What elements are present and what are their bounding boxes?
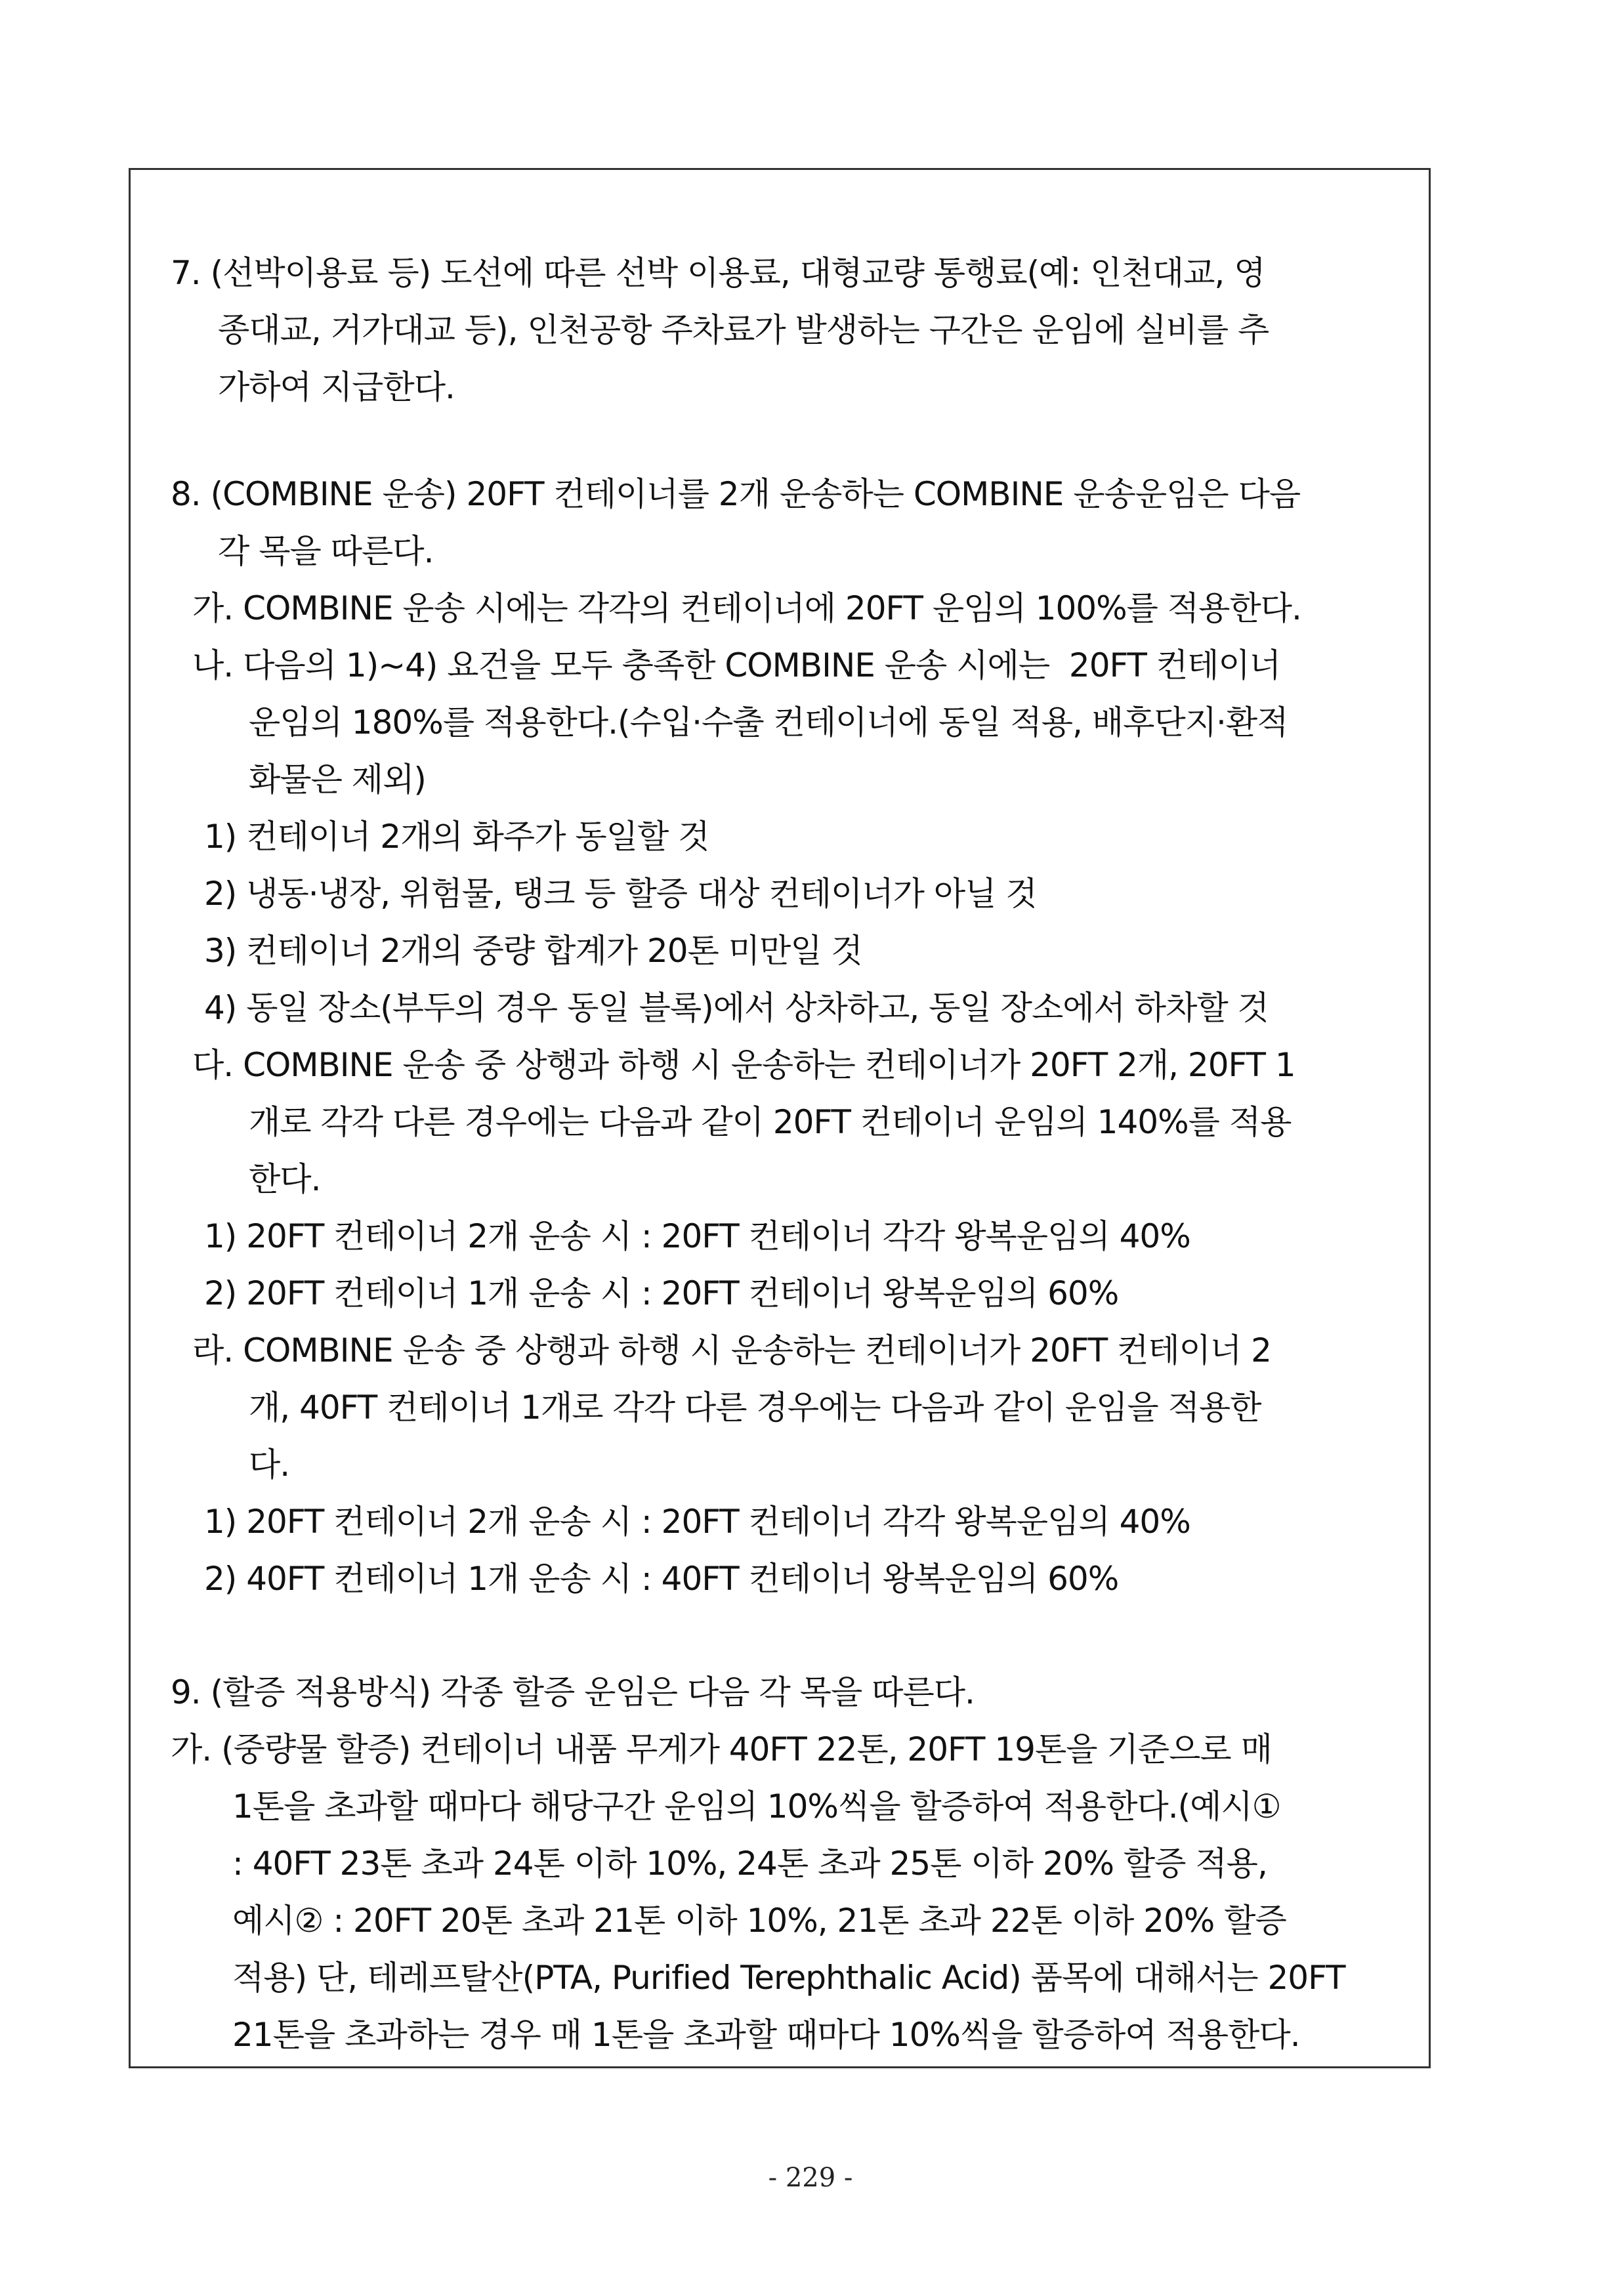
- item-8-da-line-3: 한다.: [249, 1160, 321, 1198]
- item-9-line-1: 9. (할증 적용방식) 각종 할증 운임은 다음 각 목을 따른다.: [171, 1673, 975, 1711]
- item-7-line-2: 종대교, 거가대교 등), 인천공항 주차료가 발생하는 구간은 운임에 실비를 추: [218, 311, 1269, 349]
- item-8-da-sub-1: 1) 20FT 컨테이너 2개 운송 시 : 20FT 컨테이너 각각 왕복운임의 40%: [204, 1217, 1190, 1255]
- item-7-line-3: 가하여 지급한다.: [218, 368, 455, 406]
- item-9-ga-line-6: 21톤을 초과하는 경우 매 1톤을 초과할 때마다 10%씩을 할증하여 적용한다.: [232, 2016, 1300, 2054]
- item-8-na-line-3: 화물은 제외): [249, 761, 426, 799]
- item-8-na-sub-2: 2) 냉동·냉장, 위험물, 탱크 등 할증 대상 컨테이너가 아닐 것: [204, 875, 1037, 913]
- item-8-line-1: 8. (COMBINE 운송) 20FT 컨테이너를 2개 운송하는 COMBINE 운송운임은 다음: [171, 475, 1301, 513]
- item-8-na-line-2: 운임의 180%를 적용한다.(수입·수출 컨테이너에 동일 적용, 배후단지·환적: [249, 703, 1288, 741]
- item-8-da-sub-2: 2) 20FT 컨테이너 1개 운송 시 : 20FT 컨테이너 왕복운임의 60%: [204, 1274, 1119, 1312]
- item-8-line-2: 각 목을 따른다.: [218, 532, 434, 570]
- item-9-ga-line-2: 1톤을 초과할 때마다 해당구간 운임의 10%씩을 할증하여 적용한다.(예시①: [232, 1787, 1281, 1826]
- item-8-ra-sub-2: 2) 40FT 컨테이너 1개 운송 시 : 40FT 컨테이너 왕복운임의 60%: [204, 1560, 1119, 1598]
- item-8-ga: 가. COMBINE 운송 시에는 각각의 컨테이너에 20FT 운임의 100%를 적용한다.: [192, 589, 1301, 627]
- item-9-ga-line-1: 가. (중량물 할증) 컨테이너 내품 무게가 40FT 22톤, 20FT 19톤을 기준으로 매: [171, 1730, 1272, 1768]
- page-number: - 229 -: [768, 2163, 853, 2193]
- item-8-ra-sub-1: 1) 20FT 컨테이너 2개 운송 시 : 20FT 컨테이너 각각 왕복운임의 40%: [204, 1503, 1190, 1541]
- item-9-ga-line-4: 예시② : 20FT 20톤 초과 21톤 이하 10%, 21톤 초과 22톤 이하 20% 할증: [232, 1902, 1286, 1940]
- item-7-line-1: 7. (선박이용료 등) 도선에 따른 선박 이용료, 대형교량 통행료(예: 인천대교, 영: [171, 254, 1265, 292]
- item-8-na-sub-1: 1) 컨테이너 2개의 화주가 동일할 것: [204, 818, 709, 856]
- item-8-ra-line-3: 다.: [249, 1446, 290, 1484]
- item-8-na-line-1: 나. 다음의 1)~4) 요건을 모두 충족한 COMBINE 운송 시에는 20FT 컨테이너: [192, 646, 1281, 684]
- item-8-da-line-2: 개로 각각 다른 경우에는 다음과 같이 20FT 컨테이너 운임의 140%를 적용: [249, 1103, 1292, 1141]
- item-8-na-sub-3: 3) 컨테이너 2개의 중량 합계가 20톤 미만일 것: [204, 932, 862, 970]
- item-8-da-line-1: 다. COMBINE 운송 중 상행과 하행 시 운송하는 컨테이너가 20FT 2개, 20FT 1: [192, 1046, 1295, 1084]
- item-9-ga-line-3: : 40FT 23톤 초과 24톤 이하 10%, 24톤 초과 25톤 이하 20% 할증 적용,: [232, 1845, 1267, 1883]
- item-8-ra-line-2: 개, 40FT 컨테이너 1개로 각각 다른 경우에는 다음과 같이 운임을 적용한: [249, 1388, 1261, 1427]
- item-8-ra-line-1: 라. COMBINE 운송 중 상행과 하행 시 운송하는 컨테이너가 20FT 컨테이너 2: [192, 1331, 1271, 1369]
- content-box: [129, 168, 1431, 2068]
- item-8-na-sub-4: 4) 동일 장소(부두의 경우 동일 블록)에서 상차하고, 동일 장소에서 하차할 것: [204, 989, 1269, 1027]
- item-9-ga-line-5: 적용) 단, 테레프탈산(PTA, Purified Terephthalic Acid) 품목에 대해서는 20FT: [232, 1959, 1345, 1997]
